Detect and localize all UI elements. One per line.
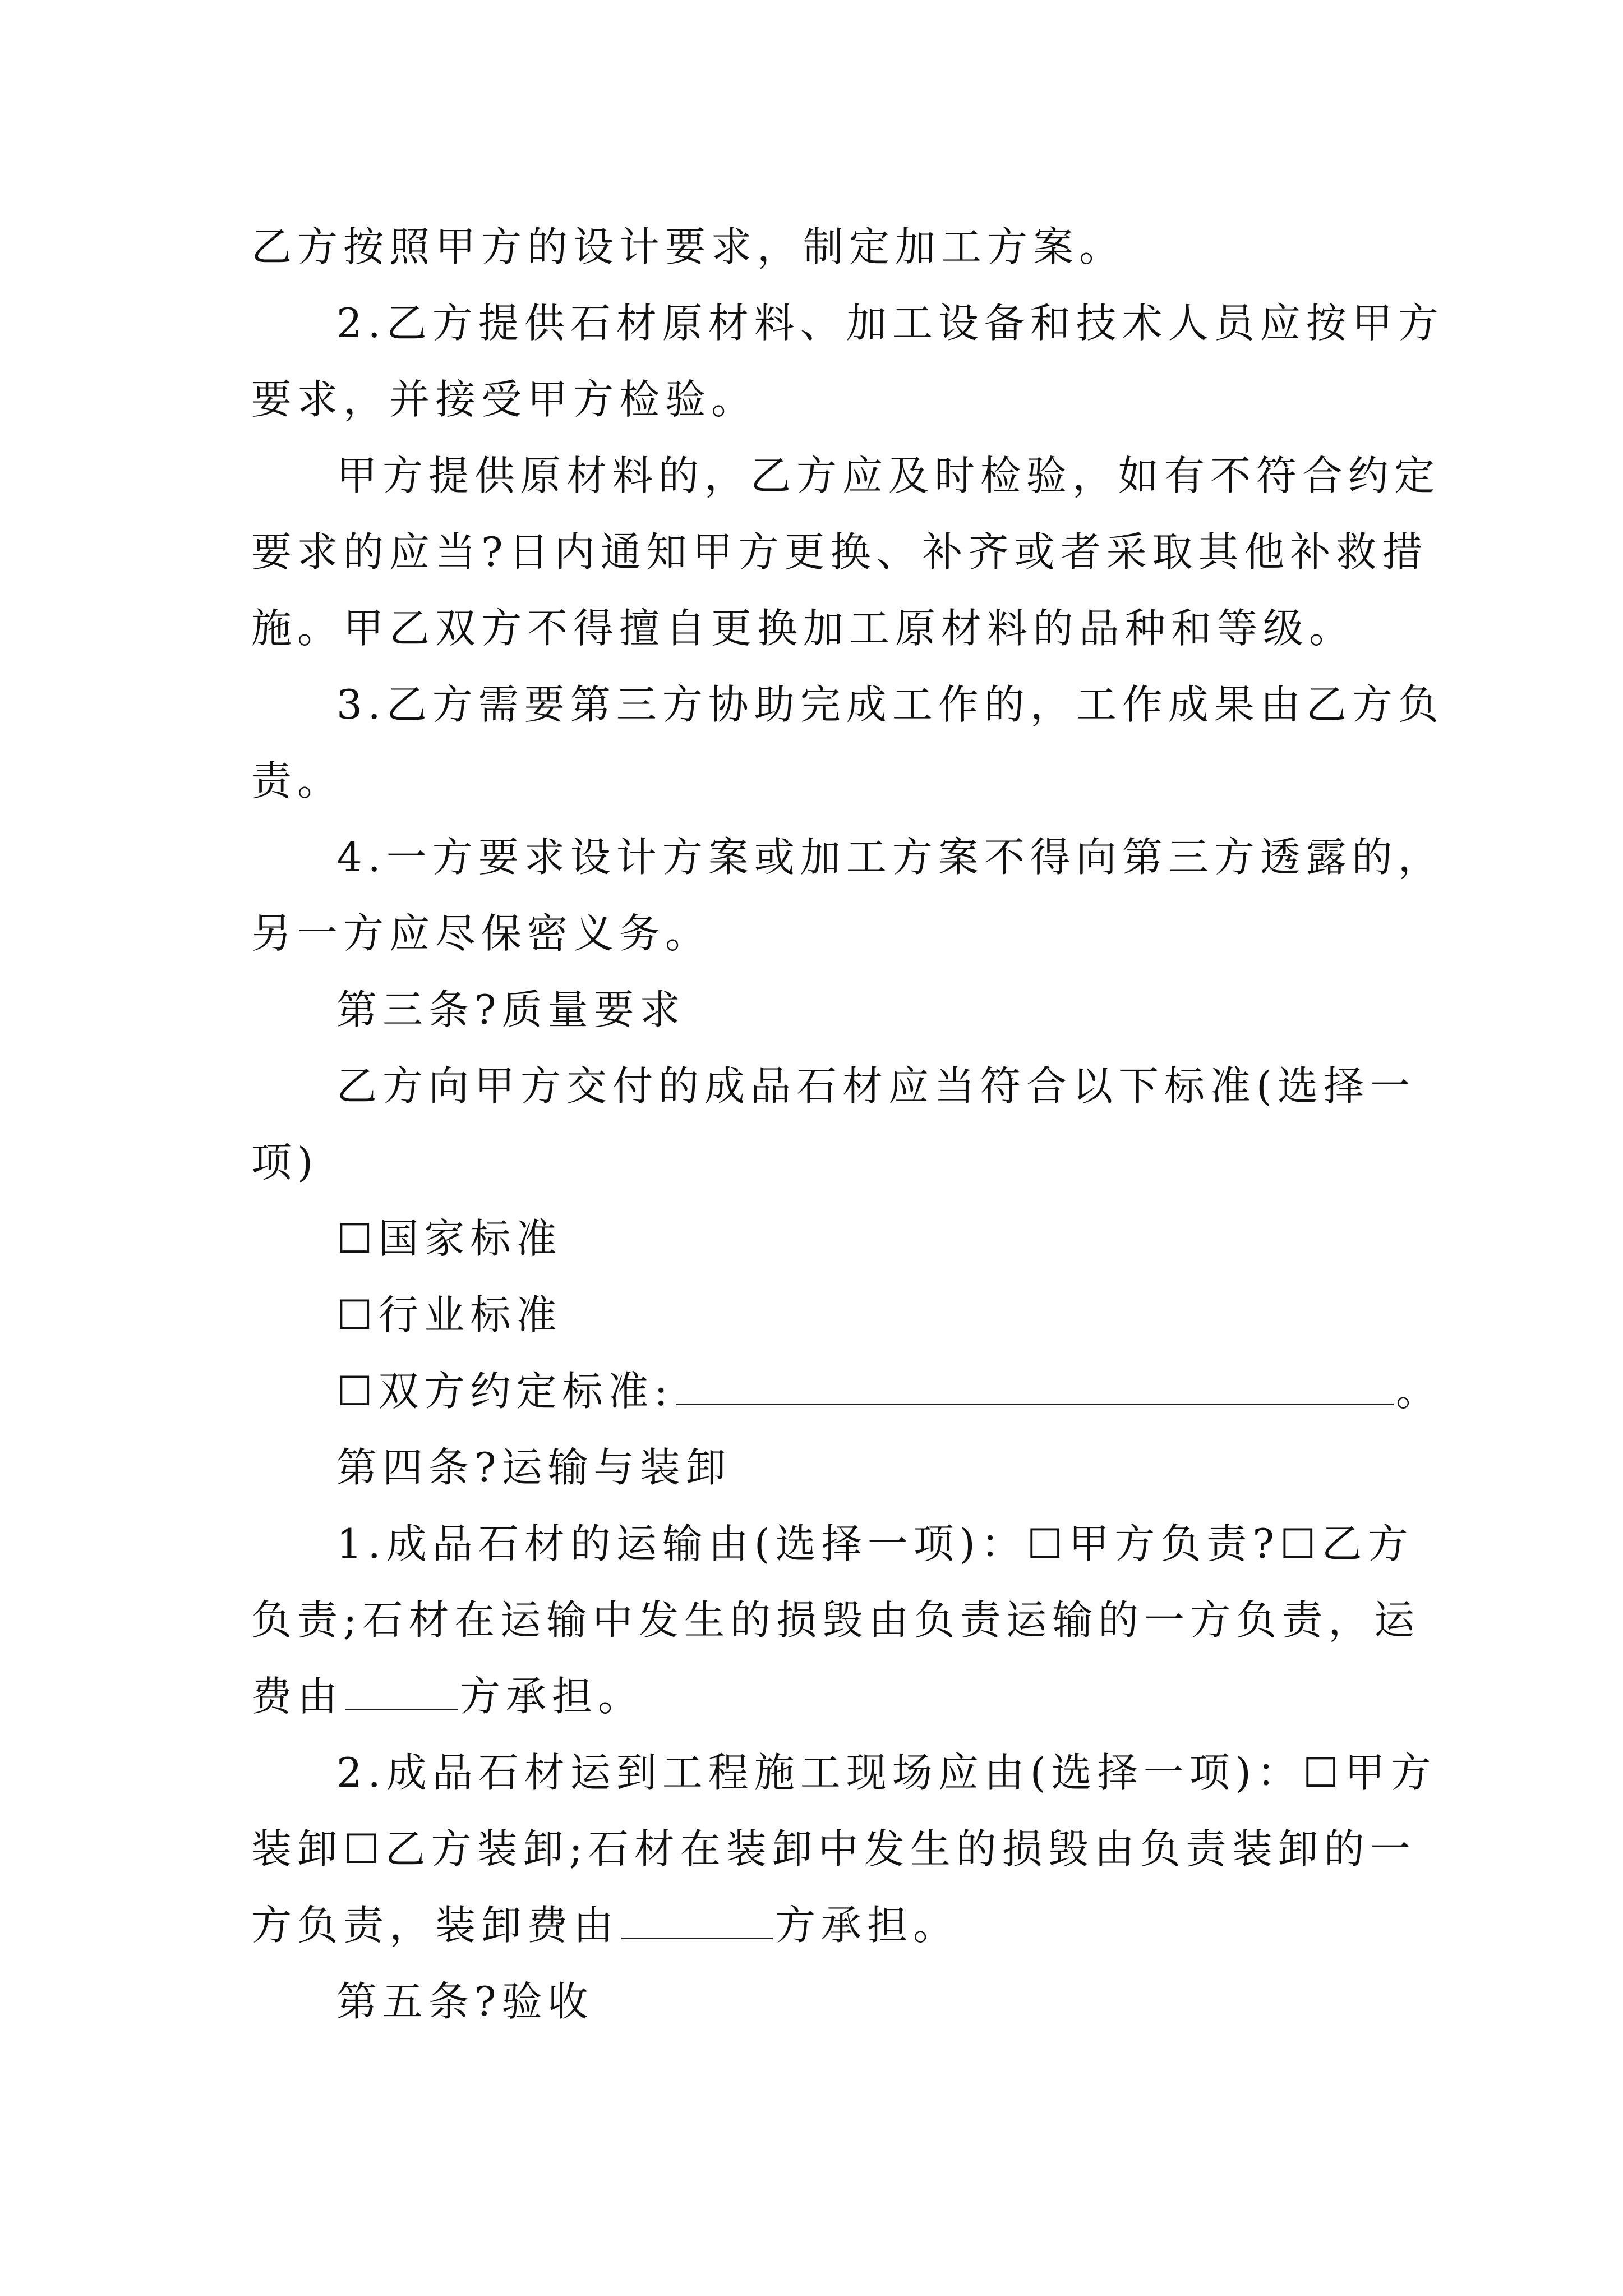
text-segment: 方负责，装卸费由 [251, 1902, 620, 1949]
fill-in-blank [621, 1902, 773, 1939]
text-segment: 费由 [251, 1673, 344, 1720]
paragraph-line: 要求的应当?日内通知甲方更换、补齐或者采取其他补救措 [251, 528, 1428, 576]
paragraph-line: 乙方按照甲方的设计要求，制定加工方案。 [251, 223, 1126, 270]
clause-4-line: 4.一方要求设计方案或加工方案不得向第三方透露的， [336, 834, 1444, 881]
option-label: ☐双方约定标准: [336, 1368, 674, 1415]
paragraph-line: 另一方应尽保密义务。 [251, 910, 712, 957]
text-segment: 方承担。 [775, 1902, 960, 1949]
paragraph-line: 负责;石材在运输中发生的损毁由负责运输的一方负责，运 [251, 1596, 1421, 1644]
paragraph-line [251, 1887, 1390, 1963]
paragraph-line [251, 1658, 1390, 1734]
fill-in-blank [676, 1368, 1394, 1405]
clause-3-line: 3.乙方需要第三方协助完成工作的，工作成果由乙方负 [336, 681, 1444, 728]
section-heading-acceptance: 第五条?验收 [336, 1978, 594, 2025]
text-segment: 方承担。 [460, 1673, 644, 1720]
checkbox-option-national-standard: ☐国家标准 [336, 1215, 562, 1262]
paragraph-line: 要求，并接受甲方检验。 [251, 376, 758, 423]
paragraph-line: 责。 [251, 757, 344, 804]
fill-in-blank [345, 1673, 458, 1710]
section-heading-quality: 第三条?质量要求 [336, 986, 686, 1033]
document-body [251, 209, 1444, 2040]
paragraph-line: 甲方提供原材料的，乙方应及时检验，如有不符合约定 [336, 452, 1441, 499]
checkbox-option-agreed-standard [251, 1353, 1442, 1429]
paragraph-line: 项) [251, 1139, 319, 1186]
paragraph-line: 装卸☐乙方装卸;石材在装卸中发生的损毁由负责装卸的一 [251, 1825, 1416, 1872]
checkbox-option-industry-standard: ☐行业标准 [336, 1291, 562, 1338]
paragraph-line: 施。甲乙双方不得擅自更换加工原材料的品种和等级。 [251, 605, 1355, 652]
clause-2-line: 2.乙方提供石材原材料、加工设备和技术人员应按甲方 [336, 300, 1444, 347]
section-heading-transport: 第四条?运输与装卸 [336, 1444, 732, 1491]
clause-2-line: 2.成品石材运到工程施工现场应由(选择一项)：☐甲方 [336, 1749, 1437, 1796]
option-suffix: 。 [1395, 1368, 1442, 1415]
clause-1-line: 1.成品石材的运输由(选择一项)：☐甲方负责?☐乙方 [336, 1520, 1414, 1567]
paragraph-line: 乙方向甲方交付的成品石材应当符合以下标准(选择一 [336, 1062, 1416, 1110]
